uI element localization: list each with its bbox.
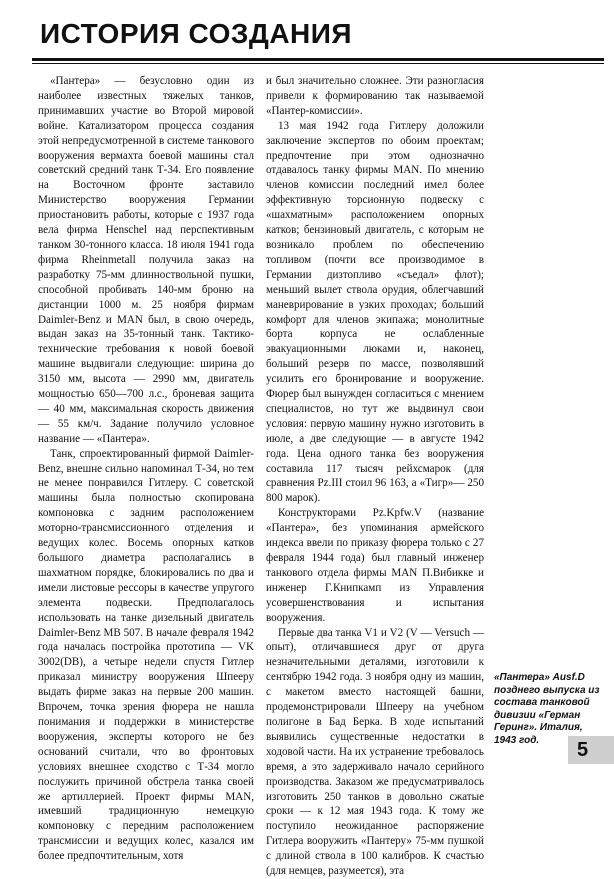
text-column-left — [38, 74, 254, 864]
paragraph: Конструкторами Pz.Kpfw.V (название «Пантера», без упоминания армейского индекса ввели по приказу фюрера только с 27 февраля 1944 года) был главный инженер танкового отдела фирмы MAN П.Вибикке и инженер Г.Книпкамп из Управления усовершенствования и испытания вооружения. — [266, 507, 484, 624]
paragraph: Танк, спроектированный фирмой Daimler-Benz, внешне сильно напоминал Т-34, но тем не менее понравился Гитлеру. С советской машины была полностью скопирована компоновка с задним расположением моторно-трансмиссионного отделения и ведущих колес. Восемь опорных катков большого диаметра располагались в шахматном порядке, блокировались по два и имели листовые рессоры в качестве упругого элемента подвески. Предполагалось использовать на танке дизельный двигатель Daimler-Benz MB 507. В начале февраля 1942 года началась постройка прототипа — VK 3002(DB), а четыре недели спустя Гитлер приказал министру вооружения Шпееру выдать фирме заказ на первые 200 машин. Впрочем, точка зрения фюрера не нашла понимания и поддержки в министерстве вооружения, эксперты которого не без оснований считали, что во фронтовых условиях внешнее сходство с Т-34 могло послужить причиной обстрела танка своей же артиллерией. Проект фирмы MAN, имевший традиционную немецкую компоновку с передним расположением трансмиссии и ведущих колес, казался им более предпочтительным, хотя — [38, 447, 254, 863]
page-number: 5 — [577, 739, 589, 761]
photo-caption: «Пантера» Ausf.D позднего выпуска из состава танковой дивизии «Герман Геринг». Италия, 1943 год. — [494, 672, 600, 746]
title-rule — [32, 58, 604, 61]
paragraph: Первые два танка V1 и V2 (V — Versuch — опыт), отличавшиеся друг от друга незначительными деталями, изготовили к сентябрю 1942 года. 3 ноября одну из машин, с макетом вместо настоящей башни, продемонстрировали Шпееру на учебном полигоне в Бад Берка. В ходе испытаний выявились существенные недостатки в ходовой части. На их устранение требовалось время, а это задерживало начало серийного производства. Заказом же предусматривалось изготовить 250 танков в довольно сжатые сроки — к 12 мая 1943 года. К тому же поступило неожиданное распоряжение Гитлера вооружить «Пантеру» 75-мм пушкой с длиной ствола в 100 калибров. К счастью (для немцев, разумеется), эта — [266, 626, 484, 878]
text-column-right — [266, 74, 484, 879]
paragraph: 13 мая 1942 года Гитлеру доложили заключение экспертов по обоим проектам; предпочтение при этом однозначно отдавалось танку фирмы MAN. По мнению членов комиссии последний имел более эффективную торсионную подвеску с «шахматным» расположением опорных катков; бензиновый двигатель, с которым не возникало проблем по обеспечению топливом (почти все производимое в Германии дизтопливо «съедал» флот); меньший вылет ствола орудия, облегчавший маневрирование в узких проходах; больший комфорт для членов экипажа; монолитные борта корпуса не ослабленные эвакуационными люками и, наконец, больший резерв по массе, позволявший усилить его бронирование и вооружение. Фюрер был вынужден согласиться с мнением специалистов, но тут же выдвинул свои условия: первую машину нужно изготовить в июле, а две следующие — в августе 1942 года. Цена одного танка без вооружения составила 117 тысяч рейхсмарок (для сравнения Pz.III стоил 96 163, а «Тигр»— 250 800 марок). — [266, 119, 484, 505]
page-number-tab — [568, 736, 614, 764]
paragraph: «Пантера» — безусловно один из наиболее известных тяжелых танков, принимавших участие во Второй мировой войне. Катализатором процесса создания этой непредусмотренной в системе танкового вооружения вермахта боевой машины стал советский средний танк Т-34. Его появление на Восточном фронте заставило Министерство вооружения Германии приостановить работы, которые с 1937 года вела фирма Henschel над перспективным танком 30-тонного класса. 18 июля 1941 года фирма Rheinmetall получила заказ на разработку 75-мм длинноствольной пушки, способной пробивать 140-мм броню на дистанции 1000 м. 25 ноября фирмам Daimler-Benz и MAN был, в свою очередь, выдан заказ на 35-тонный танк. Тактико-технические требования к новой боевой машине выдвигали следующие: ширина до 3150 мм, высота — 2990 мм, двигатель мощностью 650—700 л.с., броневая защита— 40 мм, максимальная скорость движения — 55 км/ч. Задание получило условное название — «Пантера». — [38, 75, 254, 445]
title-rule-thin — [32, 63, 604, 64]
paragraph: и был значительно сложнее. Эти разногласия привели к формированию так называемой «Пантер-комиссии». — [266, 75, 484, 117]
page-title: ИСТОРИЯ СОЗДАНИЯ — [40, 18, 353, 49]
